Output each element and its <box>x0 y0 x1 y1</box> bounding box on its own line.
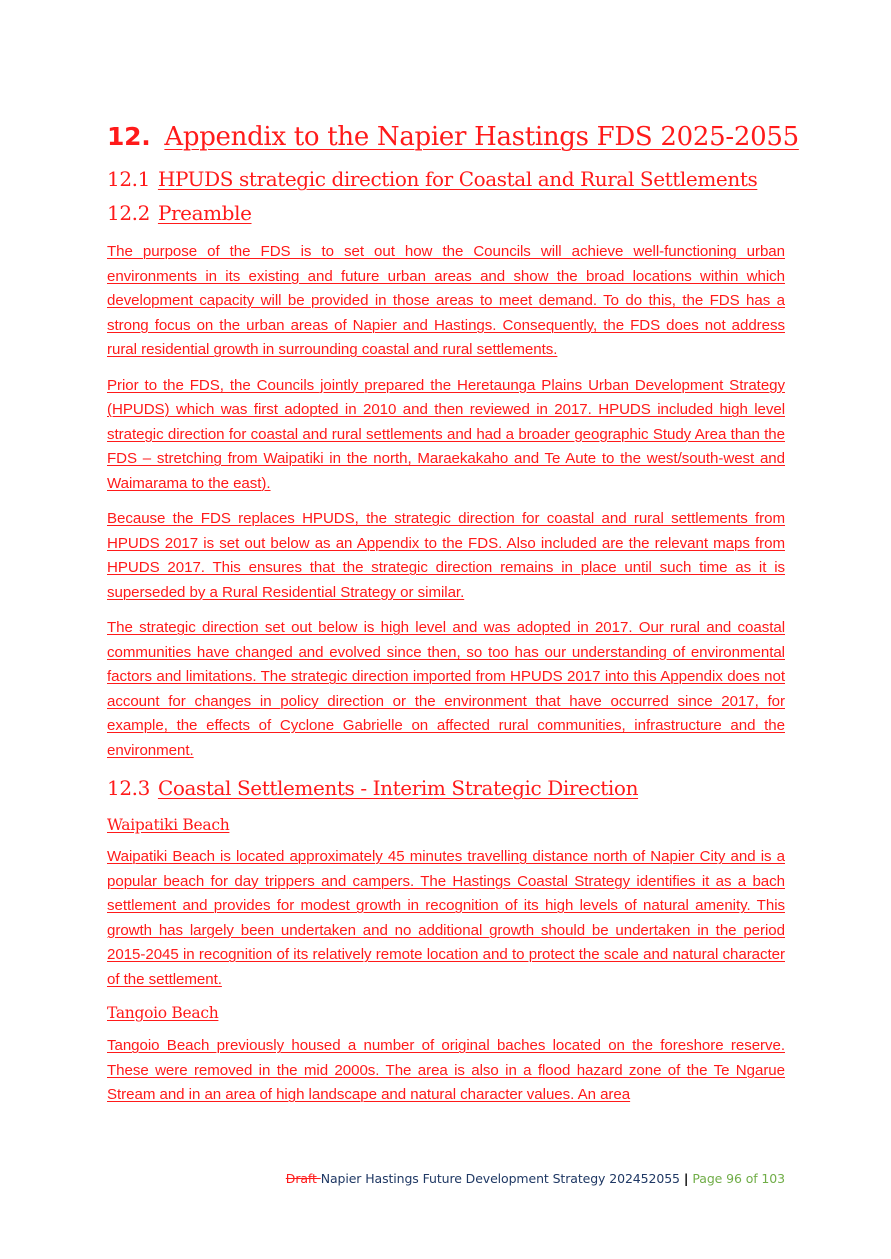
page-content <box>107 118 799 1108</box>
settlement-heading-waipatiki: Waipatiki Beach <box>107 816 230 834</box>
chapter-number: 12. <box>107 122 151 151</box>
page-footer <box>286 1170 785 1188</box>
section-heading-12-2 <box>107 196 785 230</box>
section-title: Coastal Settlements - Interim Strategic Direction <box>157 776 639 800</box>
section-number: 12.3 <box>107 776 150 800</box>
section-heading-12-1 <box>107 162 785 196</box>
preamble-paragraph-3: Because the FDS replaces HPUDS, the strategic direction for coastal and rural settlements from HPUDS 2017 is set out below as an Appendix to the FDS. Also included are the relevant maps from HPUDS 2017. This ensures that the strategic direction remains in place until such time as it is superseded by a Rural Residential Strategy or similar. <box>107 510 785 601</box>
preamble-paragraph-2: Prior to the FDS, the Councils jointly prepared the Heretaunga Plains Urban Development Strategy (HPUDS) which was first adopted in 2010 and then reviewed in 2017. HPUDS included high level strategic direction for coastal and rural settlements and had a broader geographic Study Area than the FDS – stretching from Waipatiki in the north, Maraekakaho and Te Aute to the west/south-west and Waimarama to the east). <box>107 376 785 492</box>
footer-separator: | <box>683 1171 689 1186</box>
preamble-paragraph-4: The strategic direction set out below is high level and was adopted in 2017. Our rural and coastal communities have changed and evolved since then, so too has our understanding of environmental factors and limitations. The strategic direction imported from HPUDS 2017 into this Appendix does not account for changes in policy direction or the environment that have occurred since 2017, for example, the effects of Cyclone Gabrielle on affected rural communities, infrastructure and the environment. <box>107 619 785 759</box>
settlement-heading-tangoio: Tangoio Beach <box>107 1004 219 1022</box>
section-title: Preamble <box>157 201 252 225</box>
section-number: 12.2 <box>107 201 150 225</box>
footer-document-title: Napier Hastings Future Development Strategy 202452055 <box>320 1171 680 1186</box>
settlement-paragraph-waipatiki: Waipatiki Beach is located approximately 45 minutes travelling distance north of Napier City and is a popular beach for day trippers and campers. The Hastings Coastal Strategy identifies it as a bach settlement and provides for modest growth in recognition of its high levels of natural amenity. This growth has largely been undertaken and no additional growth should be undertaken in the period 2015-2045 in recognition of its relatively remote location and to protect the scale and natural character of the settlement. <box>107 848 785 988</box>
settlement-paragraph-tangoio: Tangoio Beach previously housed a number of original baches located on the foreshore reserve. These were removed in the mid 2000s. The area is also in a flood hazard zone of the Te Ngarue Stream and in an area of high landscape and natural character values. An area <box>107 1037 785 1103</box>
section-title: HPUDS strategic direction for Coastal and Rural Settlements <box>157 167 758 191</box>
preamble-paragraph-1: The purpose of the FDS is to set out how the Councils will achieve well-functioning urban environments in its existing and future urban areas and show the broad locations within which development capacity will be provided in those areas to meet demand. To do this, the FDS has a strong focus on the urban areas of Napier and Hastings. Consequently, the FDS does not address rural residential growth in surrounding coastal and rural settlements. <box>107 243 785 358</box>
section-heading-12-3 <box>107 771 785 805</box>
section-number: 12.1 <box>107 167 150 191</box>
footer-draft-deleted: Draft <box>285 1171 321 1186</box>
chapter-title: Appendix to the Napier Hastings FDS 2025-2055 <box>164 122 799 152</box>
chapter-heading <box>107 118 799 156</box>
footer-page-number: Page 96 of 103 <box>692 1171 785 1186</box>
